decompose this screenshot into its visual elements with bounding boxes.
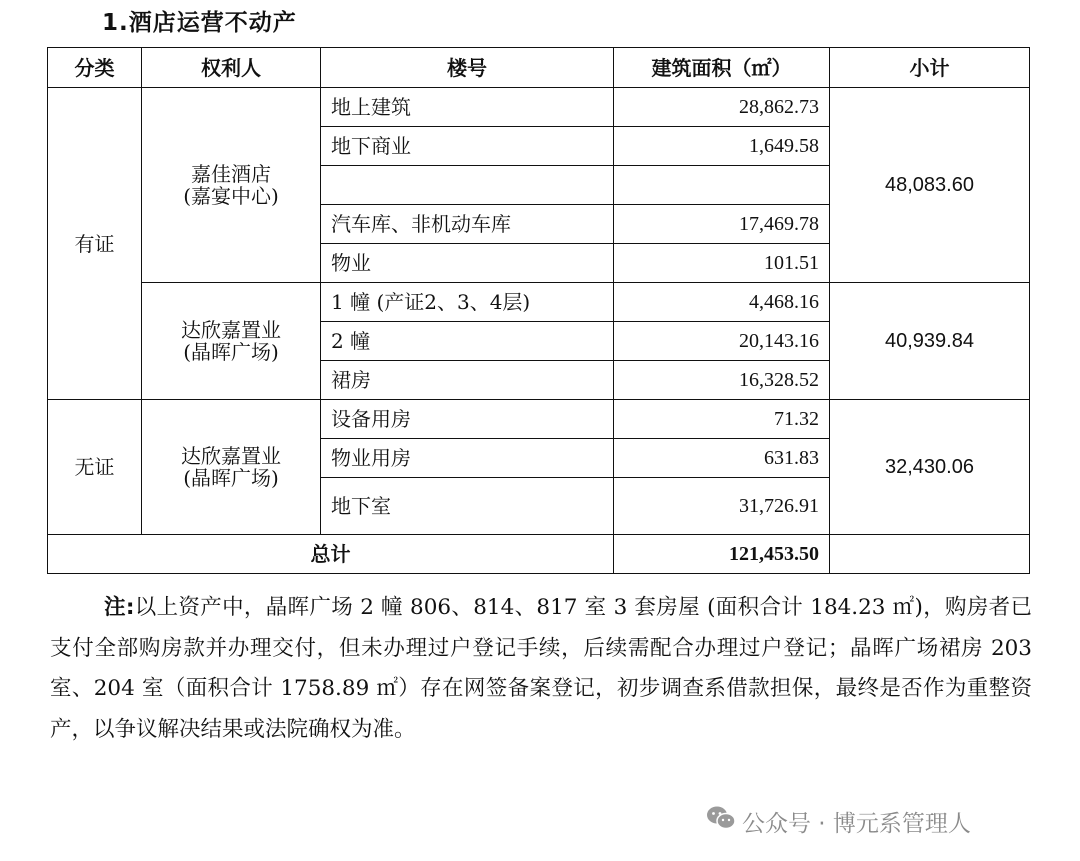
building-cell: 地上建筑 bbox=[321, 88, 614, 127]
subtotal-cell: 48,083.60 bbox=[830, 88, 1030, 283]
area-cell: 71.32 bbox=[614, 400, 830, 439]
building-cell: 地下商业 bbox=[321, 127, 614, 166]
total-label: 总计 bbox=[48, 535, 614, 574]
table-row bbox=[48, 88, 1030, 127]
area-cell: 20,143.16 bbox=[614, 322, 830, 361]
table-header-row bbox=[48, 48, 1030, 88]
holder-alias: (嘉宴中心) bbox=[183, 184, 279, 208]
area-cell: 28,862.73 bbox=[614, 88, 830, 127]
total-value: 121,453.50 bbox=[614, 535, 830, 574]
wechat-icon bbox=[706, 805, 736, 837]
property-table bbox=[47, 47, 1030, 574]
subtotal-cell: 32,430.06 bbox=[830, 400, 1030, 535]
holder-alias: (晶晖广场) bbox=[183, 466, 279, 490]
building-cell: 物业用房 bbox=[321, 439, 614, 478]
total-row bbox=[48, 535, 1030, 574]
section-title: 1.酒店运营不动产 bbox=[102, 10, 297, 36]
category-cell: 有证 bbox=[48, 88, 142, 400]
area-cell: 1,649.58 bbox=[614, 127, 830, 166]
header-building: 楼号 bbox=[321, 48, 614, 88]
watermark-text: 公众号 · 博元系管理人 bbox=[742, 810, 971, 837]
watermark bbox=[702, 805, 975, 837]
building-cell: 汽车库、非机动车库 bbox=[321, 205, 614, 244]
table-row bbox=[48, 400, 1030, 439]
building-cell bbox=[321, 166, 614, 205]
area-cell bbox=[614, 166, 830, 205]
building-cell: 物业 bbox=[321, 244, 614, 283]
building-cell: 裙房 bbox=[321, 361, 614, 400]
subtotal-cell: 40,939.84 bbox=[830, 283, 1030, 400]
building-cell: 2 幢 bbox=[321, 322, 614, 361]
holder-cell bbox=[142, 88, 321, 283]
holder-cell bbox=[142, 400, 321, 535]
header-area: 建筑面积（㎡） bbox=[614, 48, 830, 88]
building-cell: 设备用房 bbox=[321, 400, 614, 439]
header-holder: 权利人 bbox=[142, 48, 321, 88]
area-cell: 16,328.52 bbox=[614, 361, 830, 400]
area-cell: 17,469.78 bbox=[614, 205, 830, 244]
category-cell: 无证 bbox=[48, 400, 142, 535]
table-row bbox=[48, 283, 1030, 322]
holder-name: 达欣嘉置业 bbox=[181, 318, 281, 342]
holder-cell bbox=[142, 283, 321, 400]
building-cell: 1 幢 (产证2、3、4层) bbox=[321, 283, 614, 322]
note-paragraph bbox=[50, 588, 1032, 750]
area-cell: 101.51 bbox=[614, 244, 830, 283]
note-label: 注: bbox=[104, 595, 135, 620]
area-cell: 631.83 bbox=[614, 439, 830, 478]
header-subtotal: 小计 bbox=[830, 48, 1030, 88]
header-category: 分类 bbox=[48, 48, 142, 88]
area-cell: 31,726.91 bbox=[614, 478, 830, 535]
holder-name: 达欣嘉置业 bbox=[181, 444, 281, 468]
holder-name: 嘉佳酒店 bbox=[191, 162, 271, 186]
total-subtotal-empty bbox=[830, 535, 1030, 574]
building-cell: 地下室 bbox=[321, 478, 614, 535]
area-cell: 4,468.16 bbox=[614, 283, 830, 322]
holder-alias: (晶晖广场) bbox=[183, 340, 279, 364]
note-text: 以上资产中，晶晖广场 2 幢 806、814、817 室 3 套房屋 (面积合计 184.23 ㎡)，购房者已支付全部购房款并办理交付，但未办理过户登记手续，后续需配合办理过户登记；晶晖广场裙房 203 室、204 室（面积合计 1758.89 ㎡）存在网签备案登记，初步调查系借款担保，最终是否作为重整资产，以争议解决结果或法院确权为准。 bbox=[50, 595, 1033, 742]
